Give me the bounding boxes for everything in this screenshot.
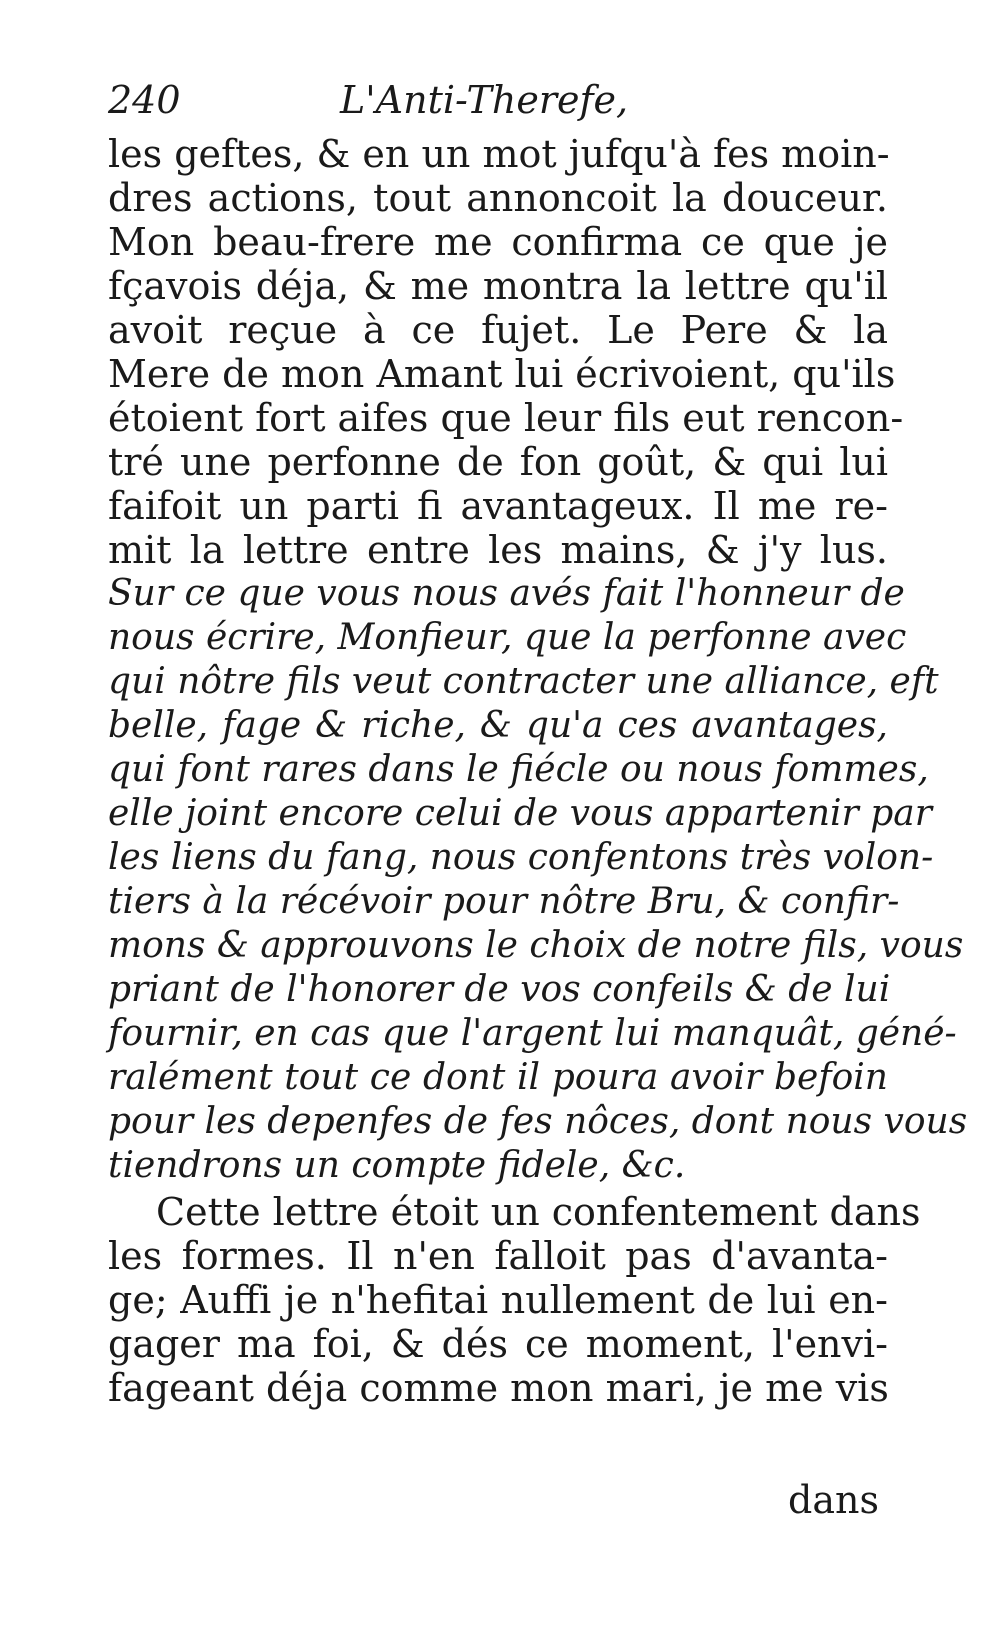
running-head: L'Anti-Therefe, (340, 78, 629, 122)
text-line: avoit reçue à ce fujet. Le Pere & la (108, 308, 888, 352)
text-line: faifoit un parti fi avantageux. Il me re- (108, 484, 888, 528)
letter-line: qui nôtre fils veut contracter une alliance, eft (108, 661, 939, 702)
page-number: 240 (108, 78, 181, 122)
page-header (108, 78, 888, 128)
letter-line: mons & approuvons le choix de notre fils, vous (108, 925, 964, 966)
letter-line: nous écrire, Monfieur, que la perfonne avec (108, 617, 907, 658)
letter-line: ralément tout ce dont il poura avoir befoin (108, 1057, 888, 1098)
letter-line: belle, fage & riche, & qu'a ces avantages, (108, 705, 888, 746)
letter-line: qui font rares dans le fiécle ou nous fommes, (108, 749, 929, 790)
text-line: dres actions, tout annoncoit la douceur. (108, 176, 888, 220)
text-line: tré une perfonne de fon goût, & qui lui (108, 440, 888, 484)
text-line: fçavois déja, & me montra la lettre qu'il (108, 264, 888, 308)
text-line: les geftes, & en un mot jufqu'à fes moin- (108, 132, 890, 176)
letter-line: pour les depenfes de fes nôces, dont nous vous (108, 1101, 968, 1142)
letter-line: fournir, en cas que l'argent lui manquât, géné- (108, 1013, 957, 1054)
catchword: dans (788, 1478, 879, 1522)
text-line: mit la lettre entre les mains, & j'y lus. (108, 528, 888, 572)
text-line: gager ma foi, & dés ce moment, l'envi- (108, 1322, 888, 1366)
letter-line: elle joint encore celui de vous appartenir par (108, 793, 932, 834)
letter-line: tiers à la récévoir pour nôtre Bru, & confir- (108, 881, 900, 922)
text-line: les formes. Il n'en falloit pas d'avanta- (108, 1234, 888, 1278)
text-line: ge; Auffi je n'hefitai nullement de lui en- (108, 1278, 888, 1322)
letter-line: les liens du fang, nous confentons très volon- (108, 837, 934, 878)
text-line: Mere de mon Amant lui écrivoient, qu'ils (108, 352, 896, 396)
text-line: Cette lettre étoit un confentement dans (156, 1190, 921, 1234)
letter-line: priant de l'honorer de vos confeils & de lui (108, 969, 891, 1010)
letter-line: Sur ce que vous nous avés fait l'honneur de (108, 573, 905, 614)
text-line: fageant déja comme mon mari, je me vis (108, 1366, 889, 1410)
letter-line: tiendrons un compte fidele, &c. (108, 1145, 686, 1186)
text-line: Mon beau-frere me confirma ce que je (108, 220, 888, 264)
text-line: étoient fort aifes que leur fils eut rencon- (108, 396, 904, 440)
